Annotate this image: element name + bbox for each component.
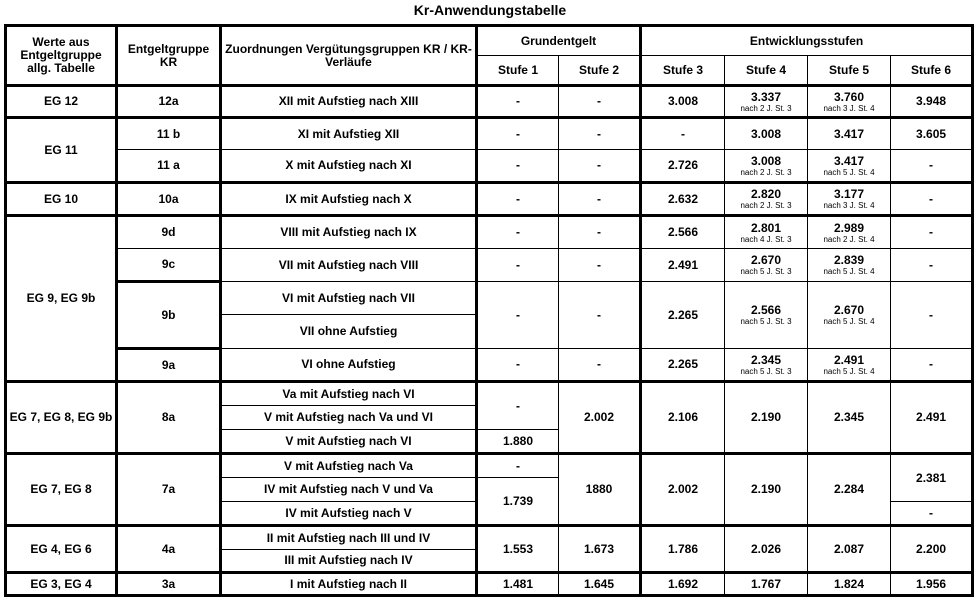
- stufe-5-cell: [808, 183, 891, 216]
- zuordnung-cell: III mit Aufstieg nach IV: [221, 550, 477, 573]
- stufe-2-cell: -: [559, 86, 641, 118]
- header-stufe-6: Stufe 6: [891, 56, 973, 86]
- stufe-5-cell: 2.284: [808, 454, 891, 526]
- table-row: [6, 382, 973, 406]
- stufe-5-cell: [808, 249, 891, 282]
- stufe-1-cell: -: [477, 282, 559, 349]
- header-entwicklungsstufen: Entwicklungsstufen: [641, 26, 973, 56]
- zuordnung-cell: IV mit Aufstieg nach V und Va: [221, 478, 477, 502]
- stufe-2-cell: -: [559, 216, 641, 249]
- stufe-4-cell: 2.026: [725, 526, 808, 573]
- stufe-value: 2.345: [751, 352, 782, 367]
- stufe-1-cell: 1.739: [477, 478, 559, 526]
- header-stufe-1: Stufe 1: [477, 56, 559, 86]
- stufe-note: nach 5 J. St. 4: [823, 317, 875, 326]
- header-stufe-4: Stufe 4: [725, 56, 808, 86]
- stufe-6-cell: -: [891, 150, 973, 183]
- eg-cell: EG 9, EG 9b: [6, 216, 117, 382]
- header-werte: Werte aus Entgeltgruppe allg. Tabelle: [6, 26, 117, 86]
- table-row: [6, 282, 973, 315]
- stufe-5-cell: [808, 349, 891, 382]
- eg-cell: EG 7, EG 8, EG 9b: [6, 382, 117, 454]
- stufe-note: nach 2 J. St. 4: [823, 234, 875, 244]
- stufe-5-cell: 2.345: [808, 382, 891, 454]
- stufe-6-cell: 2.200: [891, 526, 973, 573]
- kr-cell: 11 b: [117, 118, 221, 150]
- stufe-1-cell: -: [477, 86, 559, 118]
- stufe-6-cell: 3.948: [891, 86, 973, 118]
- stufe-value: 2.670: [751, 253, 782, 267]
- eg-cell: EG 7, EG 8: [6, 454, 117, 526]
- table-row: [6, 150, 973, 183]
- stufe-1-cell: 1.553: [477, 526, 559, 573]
- stufe-value: 3.760: [834, 89, 865, 104]
- zuordnung-cell: V mit Aufstieg nach Va: [221, 454, 477, 478]
- zuordnung-cell: Va mit Aufstieg nach VI: [221, 382, 477, 406]
- kr-cell: 7a: [117, 454, 221, 526]
- stufe-3-cell: 2.566: [641, 216, 725, 249]
- zuordnung-cell: XII mit Aufstieg nach XIII: [221, 86, 477, 118]
- stufe-5-cell: [808, 282, 891, 349]
- stufe-5-cell: [808, 150, 891, 183]
- stufe-4-cell: [725, 183, 808, 216]
- kr-cell: 12a: [117, 86, 221, 118]
- stufe-3-cell: 2.491: [641, 249, 725, 282]
- stufe-6-cell: 2.381: [891, 454, 973, 502]
- stufe-note: nach 5 J. St. 3: [740, 267, 792, 276]
- stufe-note: nach 2 J. St. 3: [740, 103, 792, 113]
- stufe-4-cell: 2.190: [725, 382, 808, 454]
- stufe-3-cell: 2.002: [641, 454, 725, 526]
- stufe-1-cell: -: [477, 150, 559, 183]
- stufe-1-cell: -: [477, 382, 559, 430]
- kr-cell: 3a: [117, 573, 221, 596]
- stufe-5-cell: [808, 86, 891, 118]
- stufe-6-cell: -: [891, 502, 973, 526]
- stufe-4-cell: 3.008: [725, 118, 808, 150]
- header-grundentgelt: Grundentgelt: [477, 26, 641, 56]
- stufe-value: 2.566: [751, 303, 782, 317]
- table-row: [6, 573, 973, 596]
- kr-cell: 4a: [117, 526, 221, 573]
- stufe-3-cell: 2.632: [641, 183, 725, 216]
- zuordnung-cell: IX mit Aufstieg nach X: [221, 183, 477, 216]
- stufe-2-cell: 1880: [559, 454, 641, 526]
- stufe-3-cell: 3.008: [641, 86, 725, 118]
- stufe-value: 2.670: [834, 303, 865, 317]
- table-row: [6, 454, 973, 478]
- stufe-note: nach 3 J. St. 4: [823, 103, 875, 113]
- stufe-value: 2.820: [751, 187, 782, 201]
- stufe-6-cell: -: [891, 216, 973, 249]
- header-stufe-5: Stufe 5: [808, 56, 891, 86]
- table-row: [6, 118, 973, 150]
- zuordnung-cell: V mit Aufstieg nach VI: [221, 430, 477, 454]
- stufe-5-cell: 1.824: [808, 573, 891, 596]
- stufe-3-cell: 1.692: [641, 573, 725, 596]
- stufe-value: 3.177: [834, 187, 865, 201]
- stufe-5-cell: [808, 216, 891, 249]
- eg-cell: EG 3, EG 4: [6, 573, 117, 596]
- stufe-1-cell: 1.880: [477, 430, 559, 454]
- stufe-1-cell: -: [477, 249, 559, 282]
- kr-cell: 9a: [117, 349, 221, 382]
- stufe-6-cell: -: [891, 282, 973, 349]
- table-row: [6, 183, 973, 216]
- stufe-2-cell: -: [559, 118, 641, 150]
- stufe-1-cell: -: [477, 183, 559, 216]
- page-title: Kr-Anwendungstabelle: [413, 2, 567, 18]
- stufe-2-cell: -: [559, 150, 641, 183]
- stufe-4-cell: [725, 349, 808, 382]
- zuordnung-cell: V mit Aufstieg nach Va und VI: [221, 406, 477, 430]
- stufe-6-cell: 2.491: [891, 382, 973, 454]
- kr-cell: 9b: [117, 282, 221, 349]
- stufe-1-cell: -: [477, 349, 559, 382]
- zuordnung-cell: X mit Aufstieg nach XI: [221, 150, 477, 183]
- stufe-3-cell: 2.726: [641, 150, 725, 183]
- header-zuordnungen: Zuordnungen Vergütungsgruppen KR / KR-Verläufe: [221, 26, 477, 86]
- stufe-value: 3.417: [834, 153, 865, 168]
- stufe-4-cell: [725, 282, 808, 349]
- stufe-4-cell: 2.190: [725, 454, 808, 526]
- zuordnung-cell: XI mit Aufstieg XII: [221, 118, 477, 150]
- table-row: [6, 526, 973, 550]
- stufe-2-cell: -: [559, 249, 641, 282]
- stufe-value: 2.839: [834, 253, 865, 267]
- stufe-1-cell: -: [477, 454, 559, 478]
- eg-cell: EG 4, EG 6: [6, 526, 117, 573]
- stufe-6-cell: 3.605: [891, 118, 973, 150]
- kr-cell: 8a: [117, 382, 221, 454]
- stufe-note: nach 3 J. St. 4: [823, 201, 875, 210]
- stufe-3-cell: 2.265: [641, 349, 725, 382]
- header-stufe-2: Stufe 2: [559, 56, 641, 86]
- zuordnung-cell: I mit Aufstieg nach II: [221, 573, 477, 596]
- stufe-value: 3.337: [751, 89, 782, 104]
- zuordnung-cell: VII mit Aufstieg nach VIII: [221, 249, 477, 282]
- stufe-note: nach 5 J. St. 3: [740, 366, 792, 376]
- stufe-value: 3.008: [751, 153, 782, 168]
- stufe-2-cell: 2.002: [559, 382, 641, 454]
- table-row: [6, 216, 973, 249]
- stufe-2-cell: -: [559, 183, 641, 216]
- kr-cell: 10a: [117, 183, 221, 216]
- zuordnung-cell: VIII mit Aufstieg nach IX: [221, 216, 477, 249]
- kr-cell: 11 a: [117, 150, 221, 183]
- stufe-value: 2.801: [751, 220, 782, 235]
- table-row: [6, 249, 973, 282]
- kr-table: [4, 24, 974, 597]
- stufe-3-cell: 1.786: [641, 526, 725, 573]
- stufe-note: nach 5 J. St. 4: [823, 167, 875, 177]
- stufe-4-cell: 1.767: [725, 573, 808, 596]
- stufe-note: nach 4 J. St. 3: [740, 234, 792, 244]
- stufe-6-cell: 1.956: [891, 573, 973, 596]
- stufe-2-cell: 1.645: [559, 573, 641, 596]
- stufe-3-cell: -: [641, 118, 725, 150]
- stufe-5-cell: 3.417: [808, 118, 891, 150]
- stufe-4-cell: [725, 216, 808, 249]
- eg-cell: EG 11: [6, 118, 117, 183]
- zuordnung-cell: II mit Aufstieg nach III und IV: [221, 526, 477, 550]
- stufe-2-cell: -: [559, 282, 641, 349]
- kr-cell: 9c: [117, 249, 221, 282]
- zuordnung-cell: VII ohne Aufstieg: [221, 315, 477, 349]
- kr-cell: 9d: [117, 216, 221, 249]
- stufe-5-cell: 2.087: [808, 526, 891, 573]
- zuordnung-cell: VI ohne Aufstieg: [221, 349, 477, 382]
- stufe-1-cell: -: [477, 118, 559, 150]
- stufe-1-cell: -: [477, 216, 559, 249]
- stufe-3-cell: 2.265: [641, 282, 725, 349]
- eg-cell: EG 12: [6, 86, 117, 118]
- stufe-note: nach 5 J. St. 3: [740, 317, 792, 326]
- stufe-note: nach 5 J. St. 4: [823, 267, 875, 276]
- stufe-4-cell: [725, 150, 808, 183]
- table-row: [6, 86, 973, 118]
- stufe-note: nach 2 J. St. 3: [740, 167, 792, 177]
- zuordnung-cell: VI mit Aufstieg nach VII: [221, 282, 477, 315]
- stufe-value: 2.491: [834, 352, 865, 367]
- stufe-1-cell: 1.481: [477, 573, 559, 596]
- eg-cell: EG 10: [6, 183, 117, 216]
- header-entgeltgruppe: Entgeltgruppe KR: [117, 26, 221, 86]
- header-stufe-3: Stufe 3: [641, 56, 725, 86]
- stufe-6-cell: -: [891, 249, 973, 282]
- zuordnung-cell: IV mit Aufstieg nach V: [221, 502, 477, 526]
- stufe-6-cell: -: [891, 349, 973, 382]
- stufe-note: nach 5 J. St. 4: [823, 366, 875, 376]
- stufe-6-cell: -: [891, 183, 973, 216]
- stufe-3-cell: 2.106: [641, 382, 725, 454]
- table-row: [6, 349, 973, 382]
- stufe-2-cell: 1.673: [559, 526, 641, 573]
- stufe-4-cell: [725, 86, 808, 118]
- stufe-2-cell: -: [559, 349, 641, 382]
- stufe-value: 2.989: [834, 220, 865, 235]
- stufe-note: nach 2 J. St. 3: [740, 201, 792, 210]
- stufe-4-cell: [725, 249, 808, 282]
